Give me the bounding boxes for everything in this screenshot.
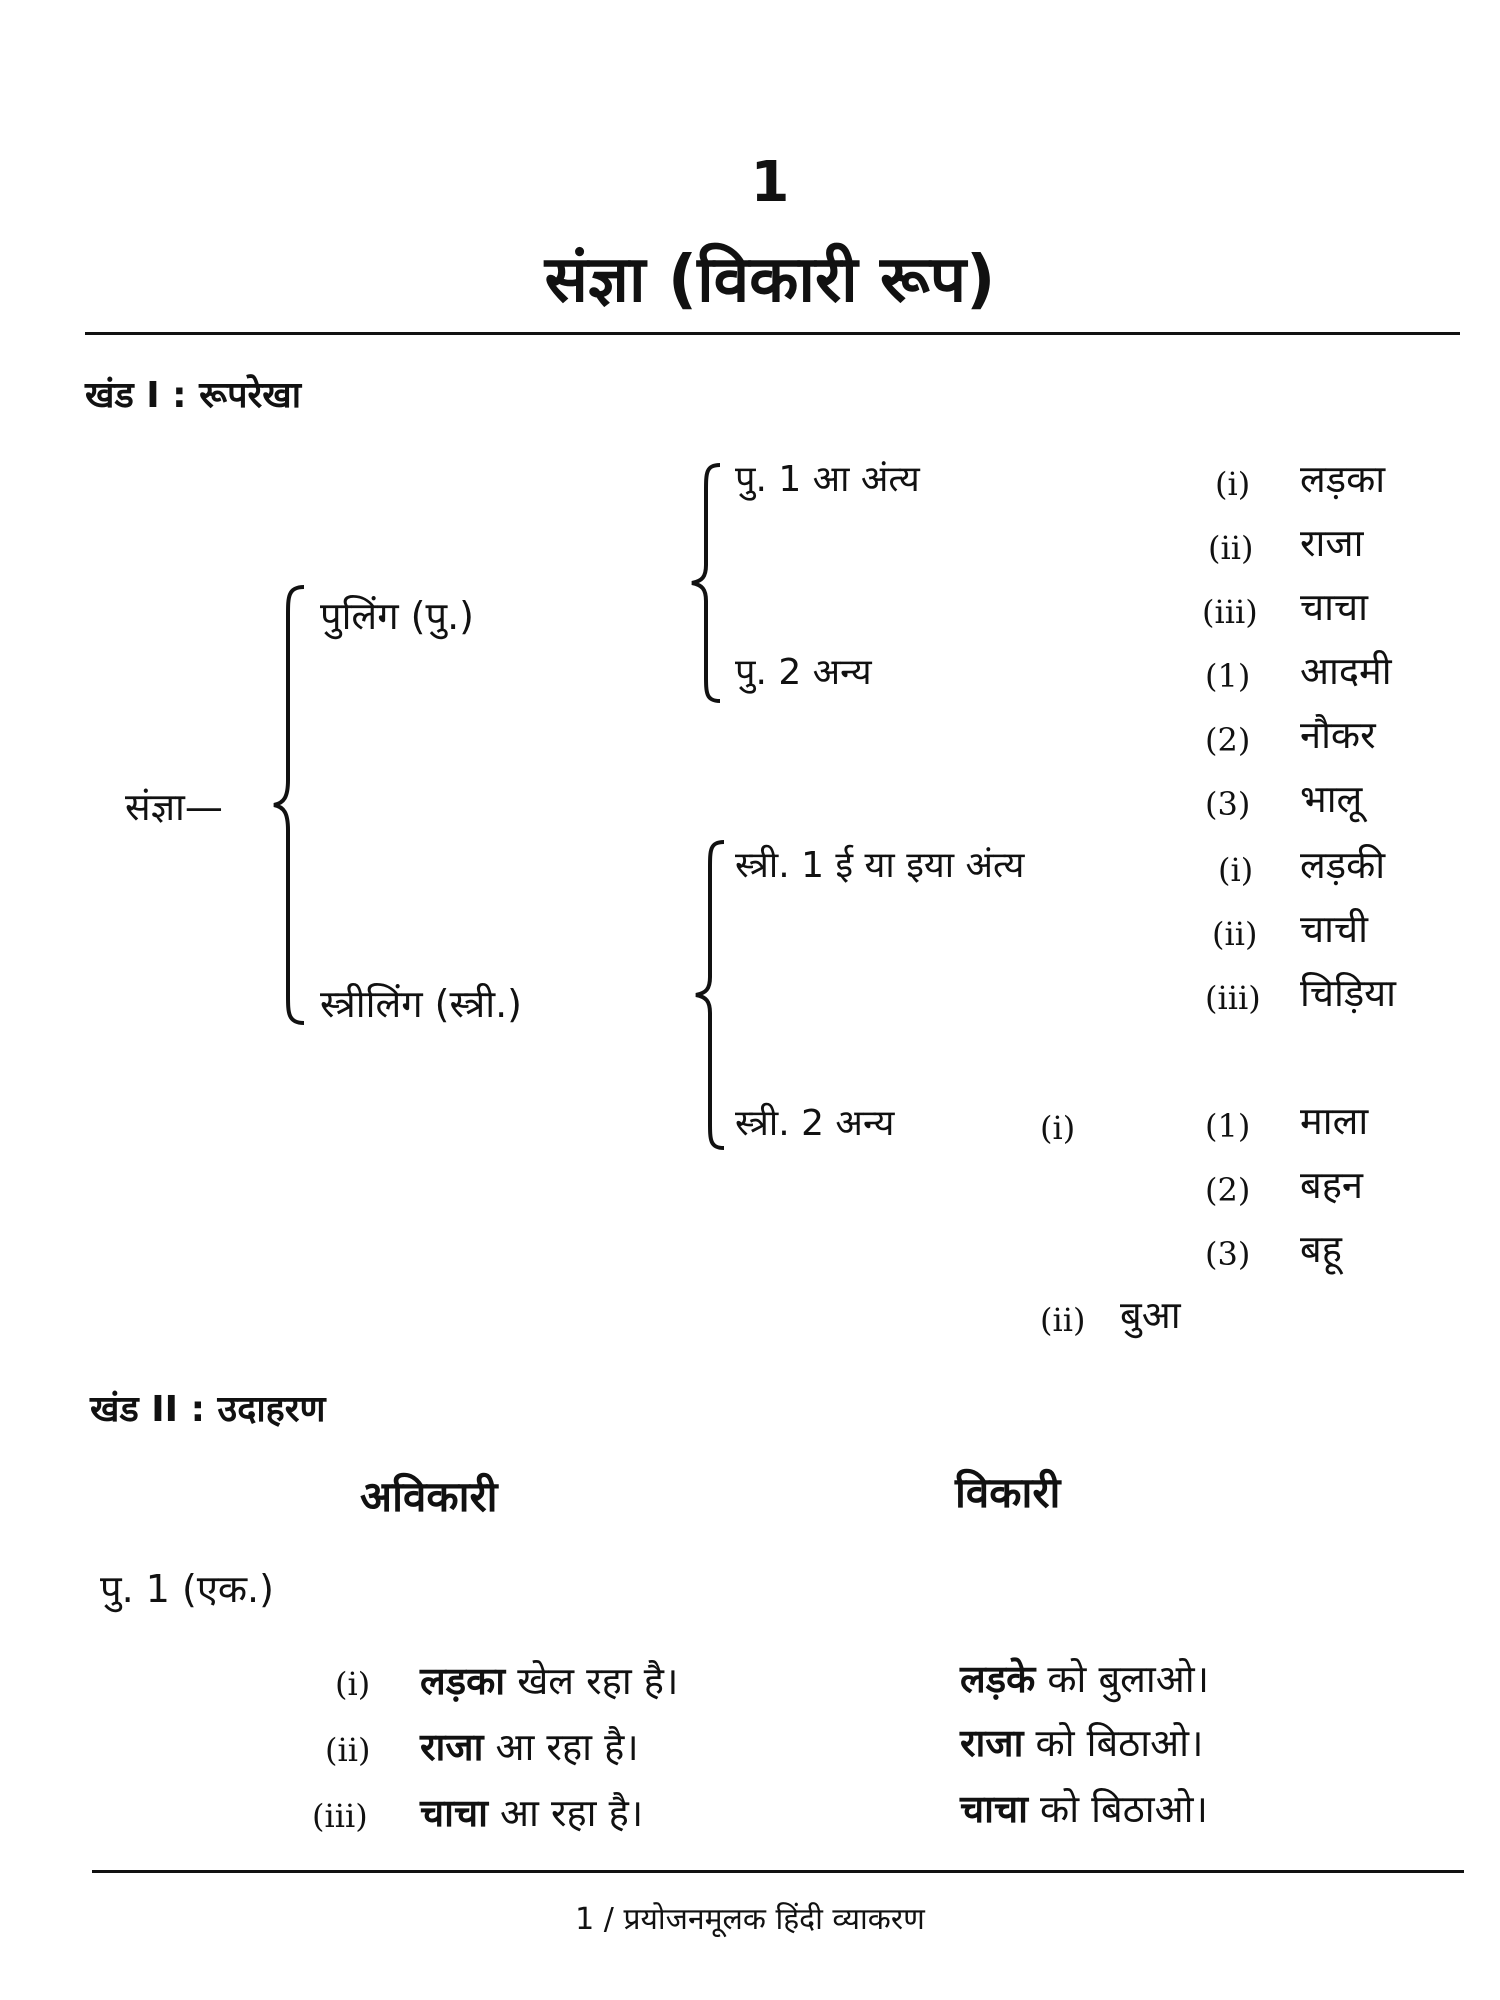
example-rest: को बुलाओ। [1035,1657,1210,1701]
list-word: माला [1300,1099,1369,1143]
list-word: नौकर [1300,713,1376,757]
page-footer: 1 / प्रयोजनमूलक हिंदी व्याकरण [575,1902,925,1937]
example-rest: आ रहा है। [487,1791,644,1835]
list-marker: (ii) [1208,529,1254,567]
example-vikari [960,1787,1208,1831]
feminine-brace [692,840,732,1150]
list-word: बुआ [1120,1293,1181,1337]
list-word: बहन [1300,1163,1363,1207]
list-word: आदमी [1300,649,1392,693]
subheading: पु. 1 (एक.) [100,1567,274,1611]
example-rest: खेल रहा है। [505,1659,679,1703]
sub-marker: (i) [1040,1109,1076,1147]
example-rest: आ रहा है। [483,1725,639,1769]
list-marker: (1) [1205,1107,1251,1145]
example-vikari [960,1657,1210,1701]
example-word: चाचा [420,1791,488,1835]
column-header-avikari: अविकारी [360,1472,498,1521]
fem-group2-label: स्त्री. 2 अन्य [735,1103,895,1144]
list-marker: (i) [1215,465,1251,503]
bottom-rule [92,1870,1464,1873]
top-rule [85,332,1460,335]
example-avikari [420,1659,679,1703]
masc-group2-label: पु. 2 अन्य [735,652,872,693]
masc-group1-label: पु. 1 आ अंत्य [735,459,920,500]
section2-heading: खंड II : उदाहरण [90,1389,326,1430]
list-marker: (3) [1205,785,1251,823]
list-word: चिड़िया [1300,971,1397,1015]
list-marker: (3) [1205,1235,1251,1273]
list-marker: (i) [1218,851,1254,889]
list-word: चाची [1300,907,1368,951]
list-marker: (1) [1205,657,1251,695]
list-word: राजा [1300,521,1364,565]
example-word: चाचा [960,1787,1028,1831]
example-avikari [420,1791,644,1835]
list-marker: (iii) [1202,593,1258,631]
example-rest: को बिठाओ। [1023,1721,1204,1765]
list-marker: (2) [1205,721,1251,759]
example-vikari [960,1721,1204,1765]
list-word: लड़का [1300,457,1386,501]
root-brace [272,585,312,1025]
list-word: चाचा [1300,585,1368,629]
chapter-title: संज्ञा (विकारी रूप) [544,243,996,317]
example-avikari [420,1725,639,1769]
row-marker: (ii) [325,1731,371,1769]
row-marker: (iii) [312,1797,368,1835]
masculine-label: पुलिंग (पु.) [320,594,474,638]
outline-root: संज्ञा— [125,785,223,829]
chapter-number: 1 [750,150,790,215]
feminine-label: स्त्रीलिंग (स्त्री.) [320,982,523,1026]
list-word: लड़की [1300,843,1386,887]
list-word: भालू [1300,777,1363,821]
example-word: राजा [960,1721,1024,1765]
list-word: बहू [1300,1227,1342,1271]
example-word: राजा [420,1725,484,1769]
list-marker: (iii) [1205,979,1261,1017]
list-marker: (2) [1205,1171,1251,1209]
section1-heading: खंड I : रूपरेखा [85,375,302,416]
example-word: लड़का [420,1659,506,1703]
example-word: लड़के [960,1657,1036,1701]
row-marker: (i) [335,1665,371,1703]
list-marker: (ii) [1212,915,1258,953]
sub-marker: (ii) [1040,1301,1086,1339]
column-header-vikari: विकारी [955,1468,1061,1517]
masculine-brace [688,463,728,703]
example-rest: को बिठाओ। [1027,1787,1208,1831]
fem-group1-label: स्त्री. 1 ई या इया अंत्य [735,845,1025,886]
